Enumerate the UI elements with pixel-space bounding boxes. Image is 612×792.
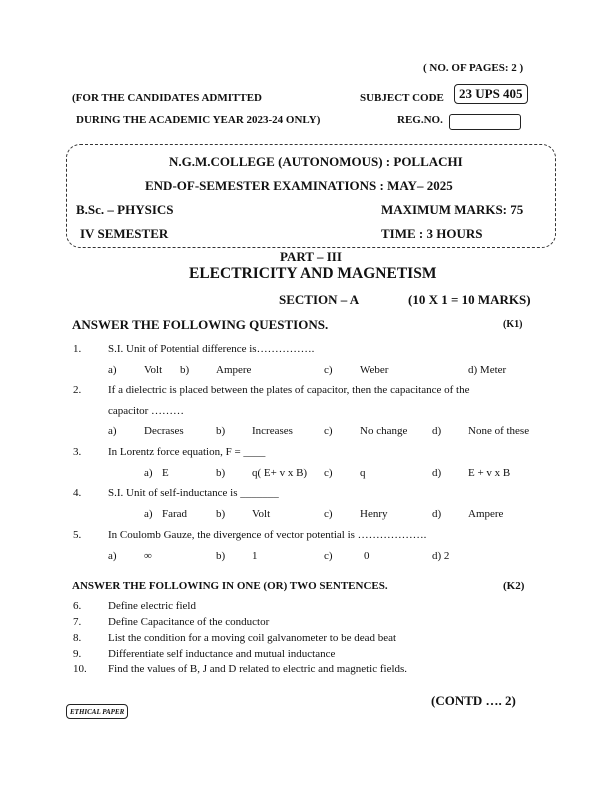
option-label: c)	[324, 550, 333, 562]
option-text: E + v x B	[468, 467, 511, 479]
question-text: If a dielectric is placed between the plates of capacitor, then the capacitance of the	[108, 384, 470, 396]
exam-name: END-OF-SEMESTER EXAMINATIONS : MAY– 2025	[145, 178, 453, 193]
option-label: b)	[216, 425, 226, 437]
option-text: d) 2	[432, 550, 450, 562]
section-name: SECTION – A	[279, 292, 360, 307]
subject-code-box: 23 UPS 405	[454, 84, 528, 104]
option-label: d)	[432, 467, 442, 479]
question-number: 3.	[73, 446, 82, 458]
question-text: S.I. Unit of Potential difference is…………….	[108, 343, 315, 355]
ethical-paper-stamp: ETHICAL PAPER	[66, 704, 128, 719]
question-number: 2.	[73, 384, 82, 396]
continued-note: (CONTD …. 2)	[431, 693, 516, 708]
option-text: ∞	[144, 550, 152, 562]
option-text: 0	[364, 550, 370, 562]
question-number: 5.	[73, 529, 82, 541]
question-number: 1.	[73, 343, 82, 355]
option-label: a)	[108, 364, 117, 376]
section-marks: (10 X 1 = 10 MARKS)	[408, 292, 531, 307]
question-number: 8.	[73, 632, 82, 644]
option-text: Volt	[252, 508, 271, 520]
question-number: 9.	[73, 648, 82, 660]
option-text: q( E+ v x B)	[252, 467, 308, 479]
option-text: E	[162, 467, 169, 479]
option-label: d)	[432, 425, 442, 437]
question-number: 6.	[73, 600, 82, 612]
option-label: a)	[144, 508, 153, 520]
page-count: ( NO. OF PAGES: 2 )	[423, 62, 524, 74]
option-label: b)	[216, 508, 226, 520]
option-text: Increases	[252, 425, 293, 437]
option-text: Weber	[360, 364, 389, 376]
option-text: Decrases	[144, 425, 184, 437]
option-text: Henry	[360, 508, 388, 520]
question-number: 10.	[73, 663, 87, 675]
question-text: Find the values of B, J and D related to electric and magnetic fields.	[108, 663, 408, 675]
subject-title: ELECTRICITY AND MAGNETISM	[189, 265, 437, 282]
option-label: b)	[180, 364, 190, 376]
option-label: b)	[216, 467, 226, 479]
semester: IV SEMESTER	[80, 226, 169, 241]
option-text: Ampere	[216, 364, 252, 376]
option-label: a)	[108, 425, 117, 437]
question-text: S.I. Unit of self-inductance is _______	[108, 487, 279, 499]
question-text: In Coulomb Gauze, the divergence of vector potential is ……………….	[108, 529, 427, 541]
question-text: Differentiate self inductance and mutual inductance	[108, 648, 336, 660]
question-text: List the condition for a moving coil galvanometer to be dead beat	[108, 632, 397, 644]
candidates-line-1: (FOR THE CANDIDATES ADMITTED	[72, 92, 262, 104]
option-label: c)	[324, 508, 333, 520]
option-text: 1	[252, 550, 258, 562]
reg-no-label: REG.NO.	[397, 114, 443, 126]
option-text: Farad	[162, 508, 188, 520]
option-text: d) Meter	[468, 364, 507, 376]
part-a-instruction: ANSWER THE FOLLOWING QUESTIONS.	[72, 317, 329, 332]
option-label: a)	[144, 467, 153, 479]
question-number: 7.	[73, 616, 82, 628]
college-name: N.G.M.COLLEGE (AUTONOMOUS) : POLLACHI	[169, 154, 463, 169]
part-b-instruction: ANSWER THE FOLLOWING IN ONE (OR) TWO SENTENCES.	[72, 580, 388, 592]
candidates-line-2: DURING THE ACADEMIC YEAR 2023-24 ONLY)	[76, 114, 321, 126]
question-text: Define Capacitance of the conductor	[108, 616, 270, 628]
part-b-level: (K2)	[503, 580, 525, 592]
reg-no-field[interactable]	[449, 114, 521, 130]
option-text: Ampere	[468, 508, 504, 520]
question-number: 4.	[73, 487, 82, 499]
option-label: c)	[324, 364, 333, 376]
option-text: q	[360, 467, 366, 479]
option-text: Volt	[144, 364, 163, 376]
option-text: None of these	[468, 425, 530, 437]
option-label: d)	[432, 508, 442, 520]
exam-time: TIME : 3 HOURS	[381, 226, 483, 241]
option-label: c)	[324, 467, 333, 479]
option-label: a)	[108, 550, 117, 562]
question-text: Define electric field	[108, 600, 196, 612]
option-text: No change	[360, 425, 408, 437]
option-label: c)	[324, 425, 333, 437]
part-a-level: (K1)	[503, 319, 523, 330]
question-text: In Lorentz force equation, F = ____	[108, 446, 266, 458]
subject-code-label: SUBJECT CODE	[360, 92, 444, 104]
programme: B.Sc. – PHYSICS	[76, 202, 174, 217]
part-title: PART – III	[280, 249, 342, 264]
question-text-continued: capacitor ………	[108, 405, 185, 417]
option-label: b)	[216, 550, 226, 562]
max-marks: MAXIMUM MARKS: 75	[381, 202, 524, 217]
